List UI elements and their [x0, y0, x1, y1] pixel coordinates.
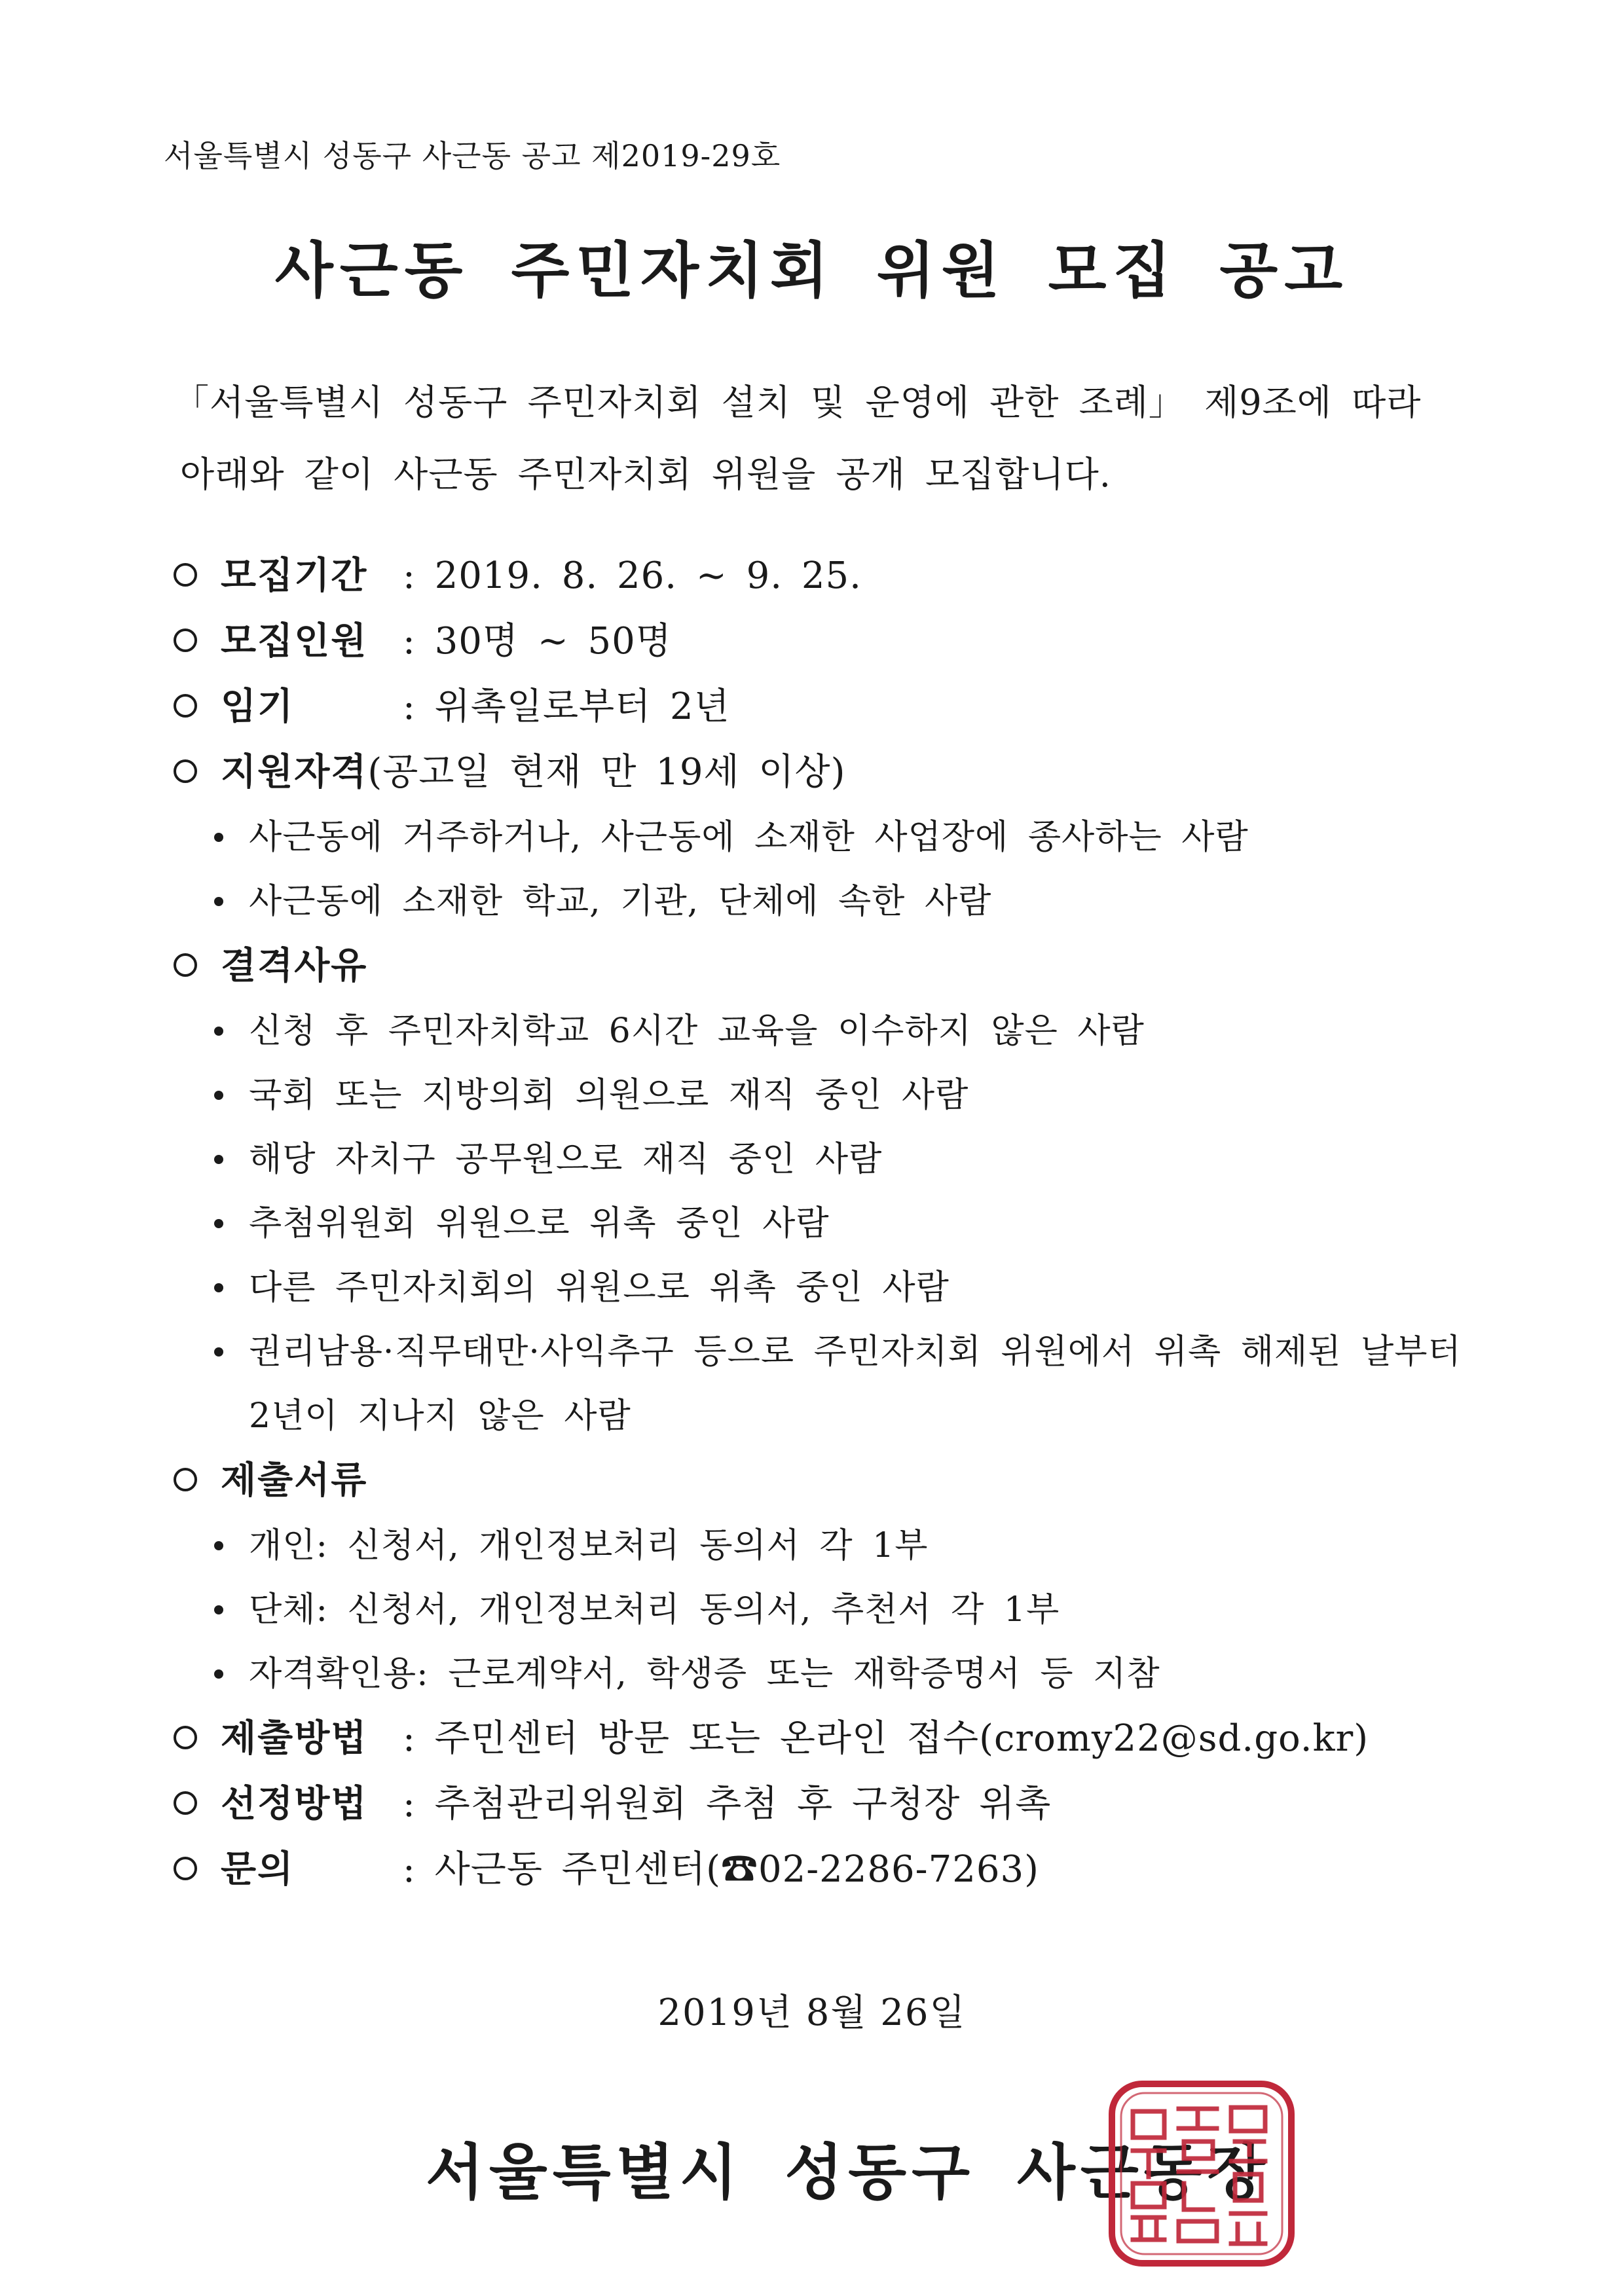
item-headcount — [167, 609, 1477, 674]
bullet-dot-icon — [214, 1605, 223, 1614]
intro-paragraph — [174, 367, 1496, 511]
disqualification-item-3: 해당 자치구 공무원으로 재직 중인 사람 — [249, 1140, 883, 1179]
disqualification-item-6-continued: 2년이 지나지 않은 사람 — [249, 1396, 631, 1436]
item-term — [167, 674, 1477, 740]
intro-line-1: 「서울특별시 성동구 주민자치회 설치 및 운영에 관한 조례」 제9조에 따라 — [174, 382, 1422, 423]
bullet-dot-icon — [214, 1669, 223, 1679]
list-item-continuation — [167, 1384, 1477, 1448]
submission-label: 제출방법 — [221, 1717, 368, 1760]
inquiry-value: : 사근동 주민센터(☎02-2286-7263) — [403, 1848, 1039, 1891]
eligibility-heading — [221, 740, 845, 805]
list-item — [167, 805, 1477, 869]
eligibility-note: (공고일 현재 만 19세 이상) — [367, 751, 846, 793]
list-item — [167, 1642, 1477, 1706]
circle-bullet-icon — [174, 694, 197, 718]
notice-items — [167, 543, 1477, 1903]
circle-bullet-icon — [174, 1726, 197, 1749]
period-value: : 2019. 8. 26. ~ 9. 25. — [403, 555, 862, 597]
disqualification-item-6: 권리남용·직무태만·사익추구 등으로 주민자치회 위원에서 위촉 해제된 날부터 — [249, 1332, 1462, 1372]
list-item — [167, 999, 1477, 1063]
bullet-dot-icon — [214, 1283, 223, 1292]
item-selection — [167, 1772, 1477, 1837]
headcount-label: 모집인원 — [221, 620, 368, 663]
selection-value: : 추첨관리위원회 추첨 후 구청장 위촉 — [403, 1783, 1052, 1825]
documents-item-1: 개인: 신청서, 개인정보처리 동의서 각 1부 — [249, 1526, 929, 1565]
item-inquiry — [167, 1837, 1477, 1903]
inquiry-label-wrap — [221, 1837, 358, 1903]
submission-value: : 주민센터 방문 또는 온라인 접수(cromy22@sd.go.kr) — [403, 1717, 1369, 1760]
period-label: 모집기간 — [221, 555, 368, 597]
eligibility-item-1: 사근동에 거주하거나, 사근동에 소재한 사업장에 종사하는 사람 — [249, 818, 1249, 857]
circle-bullet-icon — [174, 953, 197, 977]
notice-date: 2019년 8월 26일 — [657, 1992, 967, 2034]
intro-line-2: 아래와 같이 사근동 주민자치회 위원을 공개 모집합니다. — [180, 454, 1111, 495]
list-item — [167, 1578, 1477, 1642]
bullet-dot-icon — [214, 1155, 223, 1164]
eligibility-label: 지원자격 — [221, 751, 368, 793]
item-documents — [167, 1448, 1477, 1514]
circle-bullet-icon — [174, 1791, 197, 1815]
documents-label: 제출서류 — [221, 1459, 368, 1502]
documents-item-3: 자격확인용: 근로계약서, 학생증 또는 재학증명서 등 지참 — [249, 1654, 1160, 1694]
bullet-dot-icon — [214, 1027, 223, 1036]
disqualification-item-2: 국회 또는 지방의회 의원으로 재직 중인 사람 — [249, 1076, 969, 1115]
circle-bullet-icon — [174, 759, 197, 783]
disqualification-label: 결격사유 — [221, 945, 368, 987]
term-label: 임기 — [221, 685, 295, 728]
inquiry-label: 문의 — [221, 1848, 295, 1891]
list-item — [167, 1192, 1477, 1256]
bullet-dot-icon — [214, 897, 223, 906]
item-disqualification — [167, 934, 1477, 999]
list-item — [167, 869, 1477, 934]
disqualification-item-5: 다른 주민자치회의 위원으로 위촉 중인 사람 — [249, 1268, 950, 1307]
circle-bullet-icon — [174, 1857, 197, 1880]
item-submission — [167, 1706, 1477, 1772]
list-item — [167, 1063, 1477, 1127]
bullet-dot-icon — [214, 833, 223, 842]
selection-label: 선정방법 — [221, 1783, 368, 1825]
headcount-value: : 30명 ~ 50명 — [403, 620, 672, 663]
page-title: 사근동 주민자치회 위원 모집 공고 — [274, 236, 1350, 306]
eligibility-item-2: 사근동에 소재한 학교, 기관, 단체에 속한 사람 — [249, 882, 992, 921]
list-item — [167, 1127, 1477, 1192]
circle-bullet-icon — [174, 1468, 197, 1491]
documents-item-2: 단체: 신청서, 개인정보처리 동의서, 추천서 각 1부 — [249, 1590, 1060, 1630]
circle-bullet-icon — [174, 629, 197, 652]
item-period — [167, 543, 1477, 609]
item-eligibility — [167, 740, 1477, 805]
list-item — [167, 1256, 1477, 1320]
term-label-wrap — [221, 674, 358, 740]
list-item — [167, 1320, 1477, 1384]
issuer-name: 서울특별시 성동구 사근동장 — [426, 2138, 1271, 2208]
disqualification-item-1: 신청 후 주민자치학교 6시간 교육을 이수하지 않은 사람 — [249, 1011, 1145, 1051]
bullet-dot-icon — [214, 1091, 223, 1100]
term-value: : 위촉일로부터 2년 — [403, 685, 730, 728]
list-item — [167, 1514, 1477, 1578]
notice-number: 서울특별시 성동구 사근동 공고 제2019-29호 — [164, 138, 781, 173]
bullet-dot-icon — [214, 1347, 223, 1357]
bullet-dot-icon — [214, 1541, 223, 1550]
official-seal-icon — [1107, 2079, 1297, 2269]
disqualification-item-4: 추첨위원회 위원으로 위촉 중인 사람 — [249, 1204, 830, 1243]
bullet-dot-icon — [214, 1219, 223, 1228]
circle-bullet-icon — [174, 563, 197, 587]
